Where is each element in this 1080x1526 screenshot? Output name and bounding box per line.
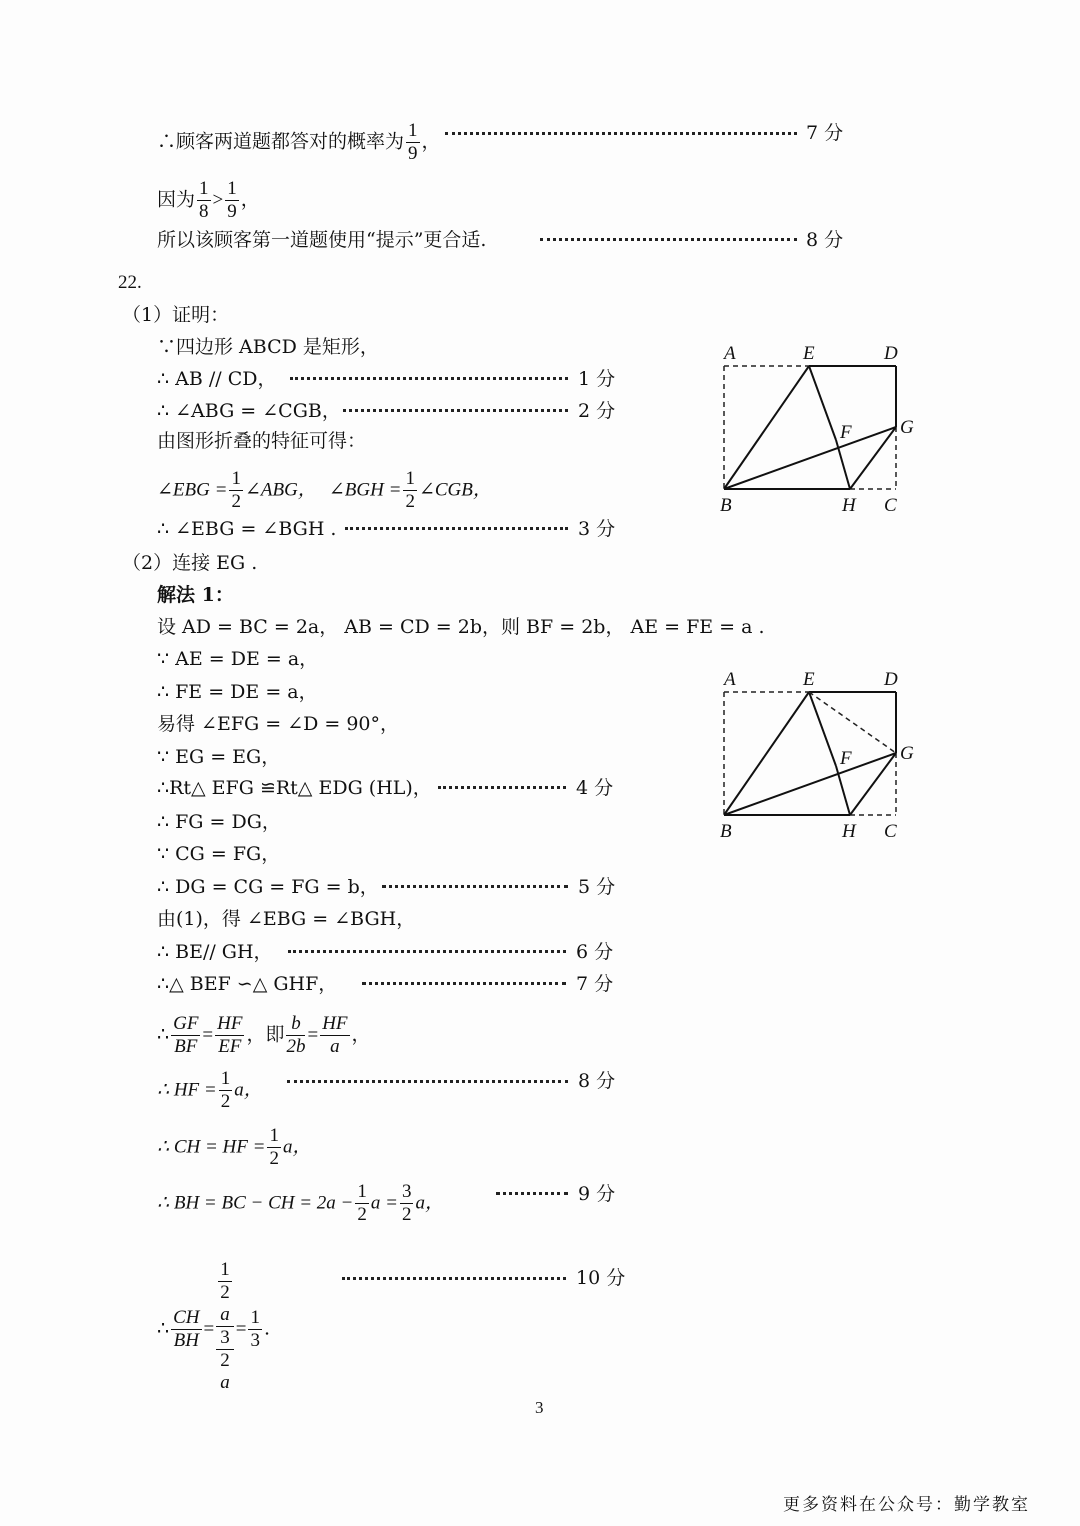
score-8: 8 分	[806, 229, 844, 251]
dot-leader	[362, 982, 566, 985]
label-A: A	[724, 343, 736, 364]
proof-line-3: ∴ ∠ABG = ∠CGB，	[157, 400, 341, 422]
fraction-hf-ef: $\frac{HF}{EF}$	[217, 1013, 243, 1057]
question-number: 22.	[118, 272, 142, 293]
solution-line-4: 易得 ∠EFG = ∠D = 90°，	[157, 713, 400, 735]
prob-line: ∴顾客两道题都答对的概率为 $\frac{1}{9}$ ，	[157, 120, 441, 164]
dot-leader	[345, 527, 568, 530]
fraction-b-2b: $\frac{b}{2b}$	[286, 1013, 306, 1057]
score-8b: 8 分	[578, 1070, 616, 1092]
solution-line-3: ∴ FE = DE = a，	[157, 681, 318, 703]
solution-line-16: ∴ BH = BC − CH = 2a − $\frac{1}{2}$ a = $\frac{3}{2}$ a，	[157, 1181, 444, 1225]
score-7: 7 分	[806, 122, 844, 144]
score-7b: 7 分	[576, 973, 614, 995]
solution-line-6: ∴Rt△ EFG ≌Rt△ EDG (HL)，	[157, 777, 432, 799]
part1-heading: （1）证明：	[122, 304, 230, 326]
proof-line-6: ∴ ∠EBG = ∠BGH .	[157, 518, 337, 540]
label-F: F	[840, 422, 852, 443]
label-F: F	[840, 748, 852, 769]
proof-line-5: ∠EBG = $\frac{1}{2}$ ∠ABG， ∠BGH = $\frac{1}{2}$ ∠CGB，	[157, 468, 492, 512]
method-heading: 解法 1：	[157, 584, 234, 606]
dot-leader	[343, 409, 568, 412]
solution-line-1: 设 AD = BC = 2a， AB = CD = 2b，则 BF = 2b， AE = FE = a .	[157, 616, 765, 638]
proof-line-4: 由图形折叠的特征可得：	[157, 430, 367, 452]
page-number: 3	[535, 1398, 544, 1417]
fraction-3-2: $\frac{3}{2}$	[401, 1181, 412, 1225]
solution-line-15: ∴ CH = HF = $\frac{1}{2}$ a，	[157, 1125, 312, 1169]
dot-leader	[342, 1277, 566, 1280]
solution-line-9: ∴ DG = CG = FG = b，	[157, 876, 379, 898]
label-A: A	[724, 669, 736, 690]
solution-line-17: ∴ $\frac{CH}{BH}$ = 1 2 a 3 2 a = $\frac{1}{3}$ .	[157, 1259, 270, 1393]
dot-leader	[438, 786, 566, 789]
label-B: B	[720, 495, 732, 516]
fraction-ch-bh: $\frac{CH}{BH}$	[173, 1307, 200, 1351]
label-E: E	[803, 343, 815, 364]
fraction-gf-bf: $\frac{GF}{BF}$	[173, 1013, 199, 1057]
solution-line-14: ∴ HF = $\frac{1}{2}$ a，	[157, 1068, 263, 1112]
fraction-half-a: $\frac{1}{2}$	[231, 468, 241, 512]
dot-leader	[540, 238, 797, 241]
figure-fold-2	[710, 661, 930, 846]
fraction-half-d: $\frac{1}{2}$	[269, 1125, 279, 1169]
dot-leader	[382, 885, 568, 888]
label-C: C	[884, 495, 897, 516]
fraction-1-9b: $\frac{1}{9}$	[227, 178, 237, 222]
solution-line-5: ∵ EG = EG，	[157, 746, 281, 768]
label-H: H	[842, 821, 856, 842]
label-G: G	[900, 417, 914, 438]
score-9: 9 分	[578, 1183, 616, 1205]
solution-line-8: ∵ CG = FG，	[157, 843, 281, 865]
fraction-half-e: $\frac{1}{2}$	[357, 1181, 367, 1225]
label-C: C	[884, 821, 897, 842]
label-E: E	[803, 669, 815, 690]
part2-heading: （2）连接 EG .	[122, 552, 258, 574]
dot-leader	[288, 950, 566, 953]
label-H: H	[842, 495, 856, 516]
proof-line-2: ∴ AB // CD，	[157, 368, 277, 390]
solution-line-10: 由(1)，得 ∠EBG = ∠BGH，	[157, 908, 416, 930]
dot-leader	[445, 132, 797, 135]
score-4: 4 分	[576, 777, 614, 799]
fraction-1-8: $\frac{1}{8}$	[199, 178, 209, 222]
dot-leader	[287, 1080, 568, 1083]
solution-line-12: ∴△ BEF ∽△ GHF，	[157, 973, 338, 995]
score-10: 10 分	[576, 1267, 626, 1289]
score-5: 5 分	[578, 876, 616, 898]
fraction-half-b: $\frac{1}{2}$	[405, 468, 415, 512]
footer-note: 更多资料在公众号：勤学教室	[783, 1495, 1030, 1515]
solution-line-7: ∴ FG = DG，	[157, 811, 281, 833]
proof-line-1: ∵四边形 ABCD 是矩形，	[157, 336, 379, 358]
fraction-1-9: $\frac{1}{9}$	[408, 120, 418, 164]
score-2: 2 分	[578, 400, 616, 422]
score-6: 6 分	[576, 941, 614, 963]
solution-line-2: ∵ AE = DE = a，	[157, 648, 319, 670]
fraction-compound: 1 2 a 3 2 a	[216, 1259, 234, 1394]
compare-line: 因为 $\frac{1}{8}$ > $\frac{1}{9}$ ，	[157, 178, 260, 222]
label-D: D	[884, 343, 898, 364]
fraction-half-c: $\frac{1}{2}$	[220, 1068, 231, 1112]
label-B: B	[720, 821, 732, 842]
solution-line-11: ∴ BE// GH，	[157, 941, 273, 963]
solution-line-13: ∴ $\frac{GF}{BF}$ = $\frac{HF}{EF}$ ，即 $\frac{b}{2b}$ = $\frac{HF}{a}$ ，	[157, 1013, 371, 1057]
label-G: G	[900, 743, 914, 764]
conclusion-line: 所以该顾客第一道题使用“提示”更合适.	[157, 229, 487, 251]
dot-leader	[496, 1192, 568, 1195]
fraction-hf-a: $\frac{HF}{a}$	[322, 1013, 348, 1057]
figure-fold-1	[710, 335, 930, 520]
fraction-1-3: $\frac{1}{3}$	[250, 1307, 260, 1351]
score-1: 1 分	[578, 368, 616, 390]
label-D: D	[884, 669, 898, 690]
score-3: 3 分	[578, 518, 616, 540]
dot-leader	[290, 377, 568, 380]
prob-text: ∴顾客两道题都答对的概率为	[157, 130, 405, 153]
